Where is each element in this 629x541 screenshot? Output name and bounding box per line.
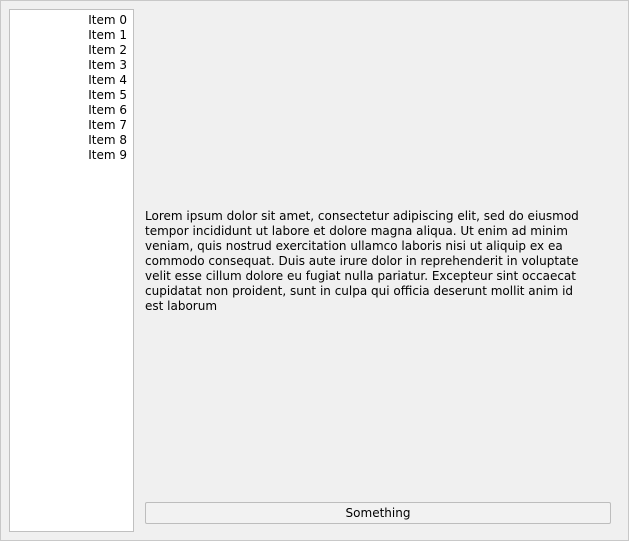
something-button[interactable]: Something: [145, 502, 611, 524]
list-item[interactable]: Item 7: [88, 118, 127, 132]
list-item[interactable]: Item 0: [88, 13, 127, 27]
body-paragraph: Lorem ipsum dolor sit amet, consectetur adipiscing elit, sed do eiusmod tempor incididunt ut labore et dolore magna aliqua. Ut enim ad minim veniam, quis nostrud exercitation ullamco laboris nisi ut aliquip ex ea commodo consequat. Duis aute irure dolor in reprehenderit in voluptate velit esse cillum dolore eu fugiat nulla pariatur. Excepteur sint occaecat cupidatat non proident, sunt in culpa qui officia deserunt mollit anim id est laborum: [145, 209, 579, 313]
content-panel: [145, 9, 622, 532]
list-item[interactable]: Item 2: [88, 43, 127, 57]
item-list: [10, 10, 133, 163]
list-item[interactable]: Item 4: [88, 73, 127, 87]
list-item[interactable]: Item 6: [88, 103, 127, 117]
list-item[interactable]: Item 9: [88, 148, 127, 162]
list-item[interactable]: Item 5: [88, 88, 127, 102]
list-item[interactable]: Item 3: [88, 58, 127, 72]
item-list-panel[interactable]: [9, 9, 134, 532]
list-item[interactable]: Item 8: [88, 133, 127, 147]
list-item[interactable]: Item 1: [88, 28, 127, 42]
